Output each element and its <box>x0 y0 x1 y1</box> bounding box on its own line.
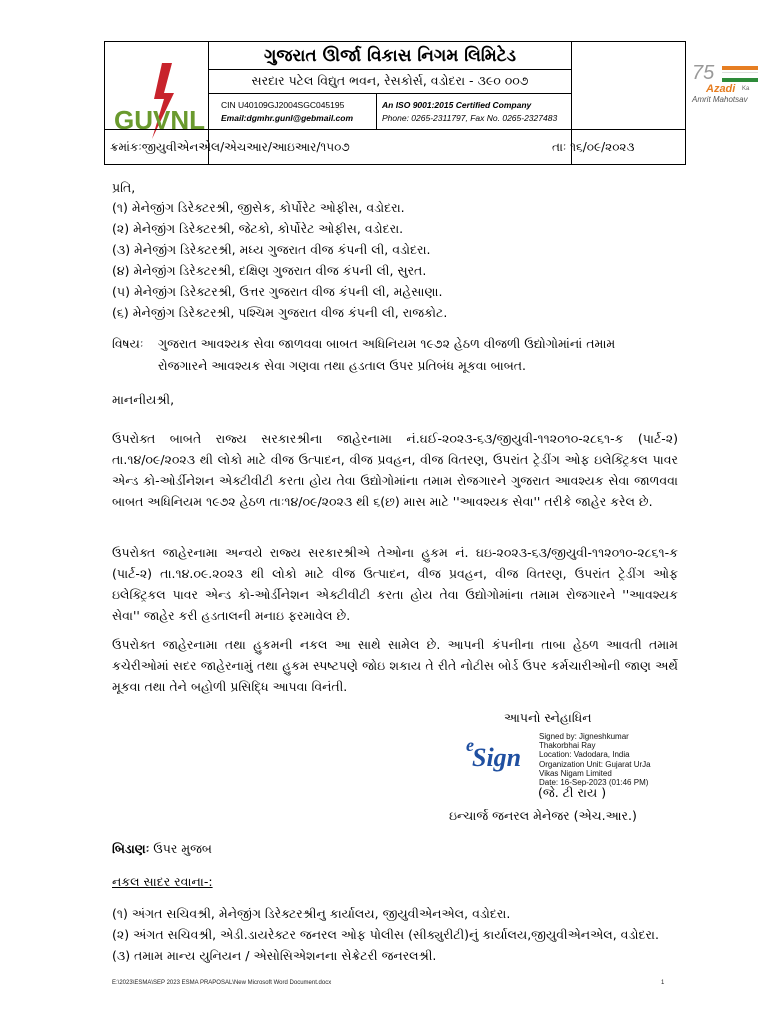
salutation: માનનીયશ્રી, <box>112 392 175 407</box>
list-item: (૨) મેનેજીંગ ડિરેક્ટરશ્રી, જેટકો, કોર્પોરેટ ઓફીસ, વડોદરા. <box>112 221 404 236</box>
body-paragraph-1: ઉપરોક્ત બાબતે રાજ્ય સરકારશ્રીના જાહેરનામા નં.ઘઈ-૨૦૨૩-૬૩/જીયુવી-૧૧૨૦૧૦-૨૮૬૧-ક (પાર્ટ-૨) તા.૧૪/૦૯/૨૦૨૩ થી લોકો માટે વીજ ઉત્પાદન, વીજ પ્રવહન, વીજ વિતરણ, ઉપરાંત ટ્રેડીંગ ઓફ ઇલેક્ટ્રિકલ પાવર એન્ડ કો-ઓર્ડીનેશન એક્ટીવીટી કરતા હોય તેવા ઉદ્યોગોમાંના તમામ રોજગારને ગુજરાત આવશ્યક સેવા જાળવવા બાબત અધિનિયમ ૧૯૭૨ હેઠળ તાઃ૧૪/૦૯/૨૦૨૩ થી ૬(છ) માસ માટે ''આવશ્યક સેવા'' તરીકે જાહેર કરેલ છે. <box>112 431 678 509</box>
copy-to-list <box>112 903 678 966</box>
org-name: ગુજરાત ઊર્જા વિકાસ નિગમ લિમિટેડ <box>263 46 517 66</box>
subject-line-2: રોજગારને આવશ્યક સેવા ગણવા તથા હડતાલ ઉપર પ્રતિબંધ મૂકવા બાબત. <box>158 358 526 373</box>
logo-text: GUVNL <box>114 105 205 135</box>
list-item: (૬) મેનેજીંગ ડિરેક્ટરશ્રી, પશ્ચિમ ગુજરાત વીજ કંપની લી, રાજકોટ. <box>112 305 448 320</box>
enclosure-label: બિડાણઃ <box>112 841 150 856</box>
esign-line: Date: 16-Sep-2023 (01:46 PM) <box>539 778 649 788</box>
azadi-ka-amrit-mahotsav-logo: 75 Azadi Ka Amrit Mahotsav <box>692 62 762 112</box>
enclosure <box>112 838 212 859</box>
esign-word: Sign <box>472 743 522 772</box>
closing-phrase: આપનો સ્નેહાધિન <box>504 710 592 725</box>
signatory-name: (જે. ટી રાય ) <box>538 785 607 800</box>
azadi-ka-text: Ka <box>742 86 750 92</box>
enclosure-text: ઉપર મુજબ <box>153 841 212 856</box>
list-item: (૫) મેનેજીંગ ડિરેક્ટરશ્રી, ઉત્તર ગુજરાત વીજ કંપની લી, મહેસાણા. <box>112 284 443 299</box>
recipient-list <box>112 197 672 323</box>
to-label: પ્રતિ, <box>112 180 136 195</box>
esign-line: Organization Unit: Gujarat UrJa <box>539 759 651 769</box>
list-item: (૨) અંગત સચિવશ્રી, એડી.ડાયરેક્ટર જનરલ ઓફ પોલીસ (સીક્યુરીટી)નું કાર્યાલય,જીયુવીએનએલ, વડોદરા. <box>112 927 659 942</box>
org-address: સરદાર પટેલ વિદ્યુત ભવન, રેસકોર્સ, વડોદરા - ૩૯૦ ૦૦૭ <box>251 73 529 88</box>
esign-e-letter: e <box>466 735 474 755</box>
list-item: (૧) મેનેજીંગ ડિરેક્ટરશ્રી, જીસેક, કોર્પોરેટ ઓફીસ, વડોદરા. <box>112 200 405 215</box>
file-path-footer: E:\2023\ESMA\SEP 2023 ESMA PRAPOSAL\New Microsoft Word Document.docx <box>112 980 332 986</box>
esign-details <box>539 732 679 787</box>
body-paragraph-2: ઉપરોક્ત જાહેરનામા અન્વયે રાજ્ય સરકારશ્રીએ તેઓના હુકમ નં. ઘઇ-૨૦૨૩-૬૩/જીયુવી-૧૧૨૦૧૦-૨૮૬૧-ક (પાર્ટ-૨) તા.૧૪.૦૯.૨૦૨૩ થી લોકો માટે વીજ ઉત્પાદન, વીજ પ્રવહન, વીજ વિતરણ, ઉપરાંત ટ્રેડીંગ ઓફ ઇલેક્ટ્રિકલ પાવર એન્ડ કો-ઓર્ડીનેશન એક્ટીવીટી કરતા હોય તેવા ઉદ્યોગોમાંના તમામ રોજગારને ''આવશ્યક સેવા'' જાહેર કરી હડતાલની મનાઇ ફરમાવેલ છે. <box>112 545 678 623</box>
page-number: 1 <box>661 980 665 986</box>
copy-to-label: નકલ સાદર રવાના-: <box>112 874 213 889</box>
list-item: (૩) તમામ માન્ય યુનિયન / એસોસિએશનના સેક્રેટરી જનરલશ્રી. <box>112 948 437 963</box>
esign-logo <box>466 735 546 775</box>
reference-date: તાઃ ૧૬/૦૯/૨૦૨૩ <box>552 140 635 154</box>
azadi-text: Azadi <box>706 83 736 95</box>
iso-certification: An ISO 9001:2015 Certified Company <box>382 100 532 110</box>
signatory-title: ઇન્ચાર્જ જનરલ મેનેજર (એચ.આર.) <box>449 808 637 823</box>
esign-line: Vikas Nigam Limited <box>539 768 612 778</box>
body-paragraph-3: ઉપરોક્ત જાહેરનામા તથા હુકમની નકલ આ સાથે સામેલ છે. આપની કંપનીના તાબા હેઠળ આવતી તમામ કચેરીઓમાં સદર જાહેરનામું તથા હુકમ સ્પષ્ટપણે જોઇ શકાય તે રીતે નોટીસ બોર્ડ ઉપર કર્મચારીઓની જાણ અર્થે મૂકવા તથા તેને બહોળી પ્રસિદ્ધિ આપવા વિનંતી. <box>112 637 678 694</box>
phone-fax: Phone: 0265-2311797, Fax No. 0265-2327483 <box>382 113 558 123</box>
subject-line-1: ગુજરાત આવશ્યક સેવા જાળવવા બાબત અધિનિયમ ૧૯૭૨ હેઠળ વીજળી ઉદ્યોગોમાંનાં તમામ <box>158 336 616 351</box>
reference-number: ક્રમાંકઃજીયુવીએનએલ/એચઆર/આઇઆર/૧૫૦૭ <box>110 140 350 154</box>
esign-line: Location: Vadodara, India <box>539 750 630 760</box>
list-item: (૧) અંગત સચિવશ્રી, મેનેજીંગ ડિરેક્ટરશ્રીનુ કાર્યાલય, જીયુવીએનએલ, વડોદરા. <box>112 906 511 921</box>
list-item: (૩) મેનેજીંગ ડિરેક્ટરશ્રી, મધ્ય ગુજરાત વીજ કંપની લી, વડોદરા. <box>112 242 431 257</box>
esign-line: Signed by: Jigneshkumar <box>539 732 629 741</box>
email-address: Email:dgmhr.gunl@gebmail.com <box>221 113 354 123</box>
esign-line: Thakorbhai Ray <box>539 741 596 751</box>
list-item: (૪) મેનેજીંગ ડિરેક્ટરશ્રી, દક્ષિણ ગુજરાત વીજ કંપની લી, સુરત. <box>112 263 427 278</box>
subject-label: વિષયઃ <box>112 336 144 351</box>
cin-number: CIN U40109GJ2004SGC045195 <box>221 100 345 110</box>
amrit-mahotsav-text: Amrit Mahotsav <box>692 95 748 104</box>
